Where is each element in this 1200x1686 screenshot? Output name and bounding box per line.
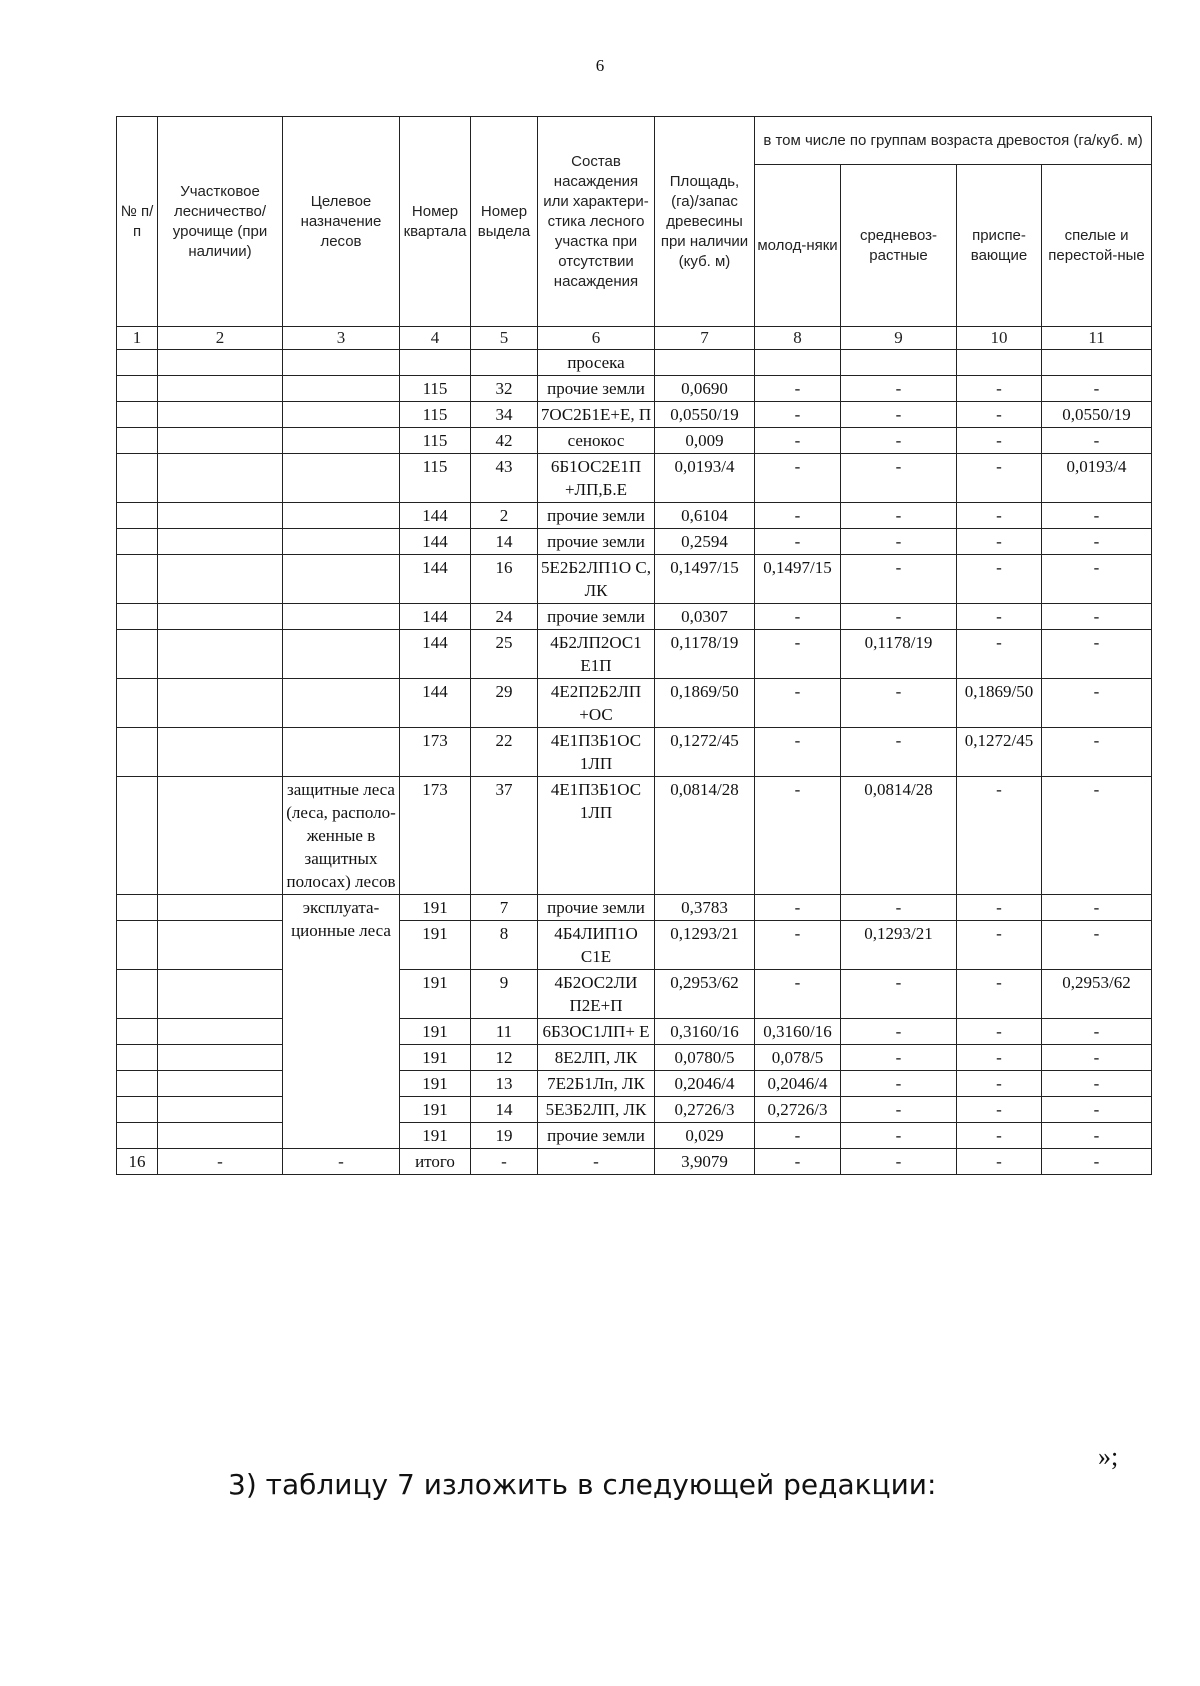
cell-composition: 7Е2Б1Лп, ЛК xyxy=(538,1071,655,1097)
cell-empty xyxy=(158,1019,283,1045)
cell-plot: 2 xyxy=(471,503,538,529)
cell-composition: 4Б4ЛИП1О С1Е xyxy=(538,921,655,970)
cell-purpose: - xyxy=(283,1149,400,1175)
cell-middle-aged: - xyxy=(841,529,957,555)
cell-plot: 29 xyxy=(471,679,538,728)
cell-composition: 6Б1ОС2Е1П +ЛП,Б.Е xyxy=(538,454,655,503)
cell-empty xyxy=(117,895,158,921)
cell-maturing: 0,1272/45 xyxy=(957,728,1042,777)
cell-area: 0,3160/16 xyxy=(655,1019,755,1045)
table-row xyxy=(117,630,1152,679)
cell-plot: 16 xyxy=(471,555,538,604)
cell-middle-aged: - xyxy=(841,679,957,728)
cell-empty xyxy=(283,529,400,555)
cell-composition: 4Б2ОС2ЛИ П2Е+П xyxy=(538,970,655,1019)
cell-maturing: - xyxy=(957,503,1042,529)
cell-middle-aged: - xyxy=(841,1097,957,1123)
cell-quarter: 191 xyxy=(400,895,471,921)
cell-area: 0,1869/50 xyxy=(655,679,755,728)
cell-quarter: 144 xyxy=(400,503,471,529)
cell-quarter: 191 xyxy=(400,921,471,970)
cell-mature: - xyxy=(1042,503,1152,529)
cell-empty xyxy=(158,529,283,555)
cell-area: 0,2046/4 xyxy=(655,1071,755,1097)
cell-maturing xyxy=(957,350,1042,376)
cell-composition: сенокос xyxy=(538,428,655,454)
cell-plot: 9 xyxy=(471,970,538,1019)
cell-composition: 4Б2ЛП2ОС1 Е1П xyxy=(538,630,655,679)
cell-quarter: 144 xyxy=(400,555,471,604)
cell-composition: 6Б3ОС1ЛП+ Е xyxy=(538,1019,655,1045)
cell-mature: - xyxy=(1042,777,1152,895)
cell-composition: 8Е2ЛП, ЛК xyxy=(538,1045,655,1071)
cell-area: 0,2726/3 xyxy=(655,1097,755,1123)
cell-mature: - xyxy=(1042,1123,1152,1149)
cell-area: 0,029 xyxy=(655,1123,755,1149)
cell-maturing: - xyxy=(957,895,1042,921)
cell-area: 0,0193/4 xyxy=(655,454,755,503)
cell-composition: - xyxy=(538,1149,655,1175)
cell-mature: - xyxy=(1042,728,1152,777)
cell-maturing: - xyxy=(957,555,1042,604)
cell-empty xyxy=(283,604,400,630)
cell-young: 0,2726/3 xyxy=(755,1097,841,1123)
cell-maturing: - xyxy=(957,1123,1042,1149)
cell-empty xyxy=(283,630,400,679)
header-purpose: Целевое назначение лесов xyxy=(283,117,400,327)
cell-empty xyxy=(117,777,158,895)
header-maturing: приспе-вающие xyxy=(957,165,1042,327)
column-number: 9 xyxy=(841,327,957,350)
column-number: 5 xyxy=(471,327,538,350)
cell-plot: 24 xyxy=(471,604,538,630)
cell-quarter: 115 xyxy=(400,428,471,454)
table-row xyxy=(117,454,1152,503)
cell-quarter: 191 xyxy=(400,1019,471,1045)
cell-mature: - xyxy=(1042,1149,1152,1175)
cell-plot: 14 xyxy=(471,529,538,555)
cell-area: 0,1497/15 xyxy=(655,555,755,604)
cell-empty xyxy=(117,630,158,679)
table-row xyxy=(117,728,1152,777)
cell-area: 0,0550/19 xyxy=(655,402,755,428)
cell-empty xyxy=(158,1097,283,1123)
cell-quarter: 173 xyxy=(400,728,471,777)
cell-mature: - xyxy=(1042,630,1152,679)
cell-area: 0,1178/19 xyxy=(655,630,755,679)
cell-plot: 13 xyxy=(471,1071,538,1097)
cell-mature xyxy=(1042,350,1152,376)
cell-plot: 19 xyxy=(471,1123,538,1149)
cell-mature: - xyxy=(1042,1045,1152,1071)
forest-plots-table xyxy=(116,116,1152,1175)
cell-quarter: 191 xyxy=(400,1045,471,1071)
cell-empty xyxy=(117,376,158,402)
cell-mature: - xyxy=(1042,895,1152,921)
cell-composition: прочие земли xyxy=(538,529,655,555)
table-row xyxy=(117,604,1152,630)
cell-mature: - xyxy=(1042,1071,1152,1097)
cell-maturing: - xyxy=(957,604,1042,630)
table-body xyxy=(117,350,1152,1175)
cell-purpose: эксплуата-ционные леса xyxy=(283,895,400,1149)
table-row xyxy=(117,1045,1152,1071)
cell-area: 0,3783 xyxy=(655,895,755,921)
cell-total-label: итого xyxy=(400,1149,471,1175)
cell-maturing: - xyxy=(957,1045,1042,1071)
cell-maturing: - xyxy=(957,376,1042,402)
cell-middle-aged: - xyxy=(841,728,957,777)
header-area: Площадь, (га)/запас древесины при наличии (куб. м) xyxy=(655,117,755,327)
header-mature: спелые и перестой-ные xyxy=(1042,165,1152,327)
cell-middle-aged: 0,1178/19 xyxy=(841,630,957,679)
cell-empty xyxy=(158,630,283,679)
cell-plot: 8 xyxy=(471,921,538,970)
cell-composition: 5Е2Б2ЛП1О С, ЛК xyxy=(538,555,655,604)
cell-empty xyxy=(158,555,283,604)
cell-empty xyxy=(117,679,158,728)
cell-empty xyxy=(117,1071,158,1097)
cell-maturing: - xyxy=(957,428,1042,454)
cell-middle-aged: - xyxy=(841,428,957,454)
cell-empty xyxy=(117,1097,158,1123)
cell-area: 0,0690 xyxy=(655,376,755,402)
header-age-groups: в том числе по группам возраста древостоя (га/куб. м) xyxy=(755,117,1152,165)
cell-young: - xyxy=(755,428,841,454)
cell-composition: прочие земли xyxy=(538,503,655,529)
cell-middle-aged: - xyxy=(841,1045,957,1071)
cell-composition: 4Е1П3Б1ОС 1ЛП xyxy=(538,728,655,777)
cell-empty xyxy=(283,376,400,402)
cell-young: - xyxy=(755,503,841,529)
table-row xyxy=(117,1123,1152,1149)
cell-young: - xyxy=(755,630,841,679)
cell-quarter: 115 xyxy=(400,402,471,428)
cell-empty xyxy=(283,728,400,777)
cell-middle-aged: - xyxy=(841,503,957,529)
column-number: 6 xyxy=(538,327,655,350)
cell-young: - xyxy=(755,728,841,777)
cell-maturing: - xyxy=(957,630,1042,679)
cell-plot: 42 xyxy=(471,428,538,454)
cell-area: 0,0814/28 xyxy=(655,777,755,895)
cell-middle-aged: - xyxy=(841,1149,957,1175)
cell-young: - xyxy=(755,454,841,503)
cell-empty xyxy=(158,1123,283,1149)
cell-composition: 4Е2П2Б2ЛП +ОС xyxy=(538,679,655,728)
cell-middle-aged: - xyxy=(841,376,957,402)
cell-empty xyxy=(158,350,283,376)
cell-young: - xyxy=(755,777,841,895)
cell-empty xyxy=(117,921,158,970)
cell-plot: 11 xyxy=(471,1019,538,1045)
cell-purpose: защитные леса (леса, располо-женные в защитных полосах) лесов xyxy=(283,777,400,895)
cell-composition: 7ОС2Б1Е+Е, П xyxy=(538,402,655,428)
cell-area: 0,1293/21 xyxy=(655,921,755,970)
cell-young: - xyxy=(755,970,841,1019)
column-number: 8 xyxy=(755,327,841,350)
cell-empty xyxy=(283,555,400,604)
cell-composition: прочие земли xyxy=(538,895,655,921)
cell-young: - xyxy=(755,1149,841,1175)
cell-empty xyxy=(158,679,283,728)
cell-composition: просека xyxy=(538,350,655,376)
page-number: 6 xyxy=(595,56,605,75)
cell-empty xyxy=(117,529,158,555)
cell-empty xyxy=(117,428,158,454)
cell-composition: прочие земли xyxy=(538,376,655,402)
table-row xyxy=(117,428,1152,454)
cell-young: 0,2046/4 xyxy=(755,1071,841,1097)
cell-area: 0,009 xyxy=(655,428,755,454)
cell-quarter: 191 xyxy=(400,1123,471,1149)
cell-plot: 22 xyxy=(471,728,538,777)
header-young: молод-няки xyxy=(755,165,841,327)
cell-maturing: - xyxy=(957,970,1042,1019)
cell-empty xyxy=(117,1045,158,1071)
cell-composition: 4Е1П3Б1ОС 1ЛП xyxy=(538,777,655,895)
table-row xyxy=(117,921,1152,970)
table-row xyxy=(117,777,1152,895)
column-number: 3 xyxy=(283,327,400,350)
total-row xyxy=(117,1149,1152,1175)
cell-plot: - xyxy=(471,1149,538,1175)
cell-mature: - xyxy=(1042,529,1152,555)
column-number: 2 xyxy=(158,327,283,350)
column-number: 10 xyxy=(957,327,1042,350)
cell-empty xyxy=(158,921,283,970)
table-row xyxy=(117,1071,1152,1097)
cell-maturing: - xyxy=(957,402,1042,428)
cell-young xyxy=(755,350,841,376)
cell-young: - xyxy=(755,529,841,555)
cell-young: 0,1497/15 xyxy=(755,555,841,604)
cell-middle-aged xyxy=(841,350,957,376)
cell-young: - xyxy=(755,604,841,630)
table-row xyxy=(117,679,1152,728)
cell-composition: прочие земли xyxy=(538,604,655,630)
cell-quarter: 144 xyxy=(400,630,471,679)
cell-quarter: 115 xyxy=(400,454,471,503)
table-row xyxy=(117,895,1152,921)
cell-empty xyxy=(117,728,158,777)
cell-empty xyxy=(117,970,158,1019)
cell-area: 3,9079 xyxy=(655,1149,755,1175)
header-plot: Номер выдела xyxy=(471,117,538,327)
cell-middle-aged: - xyxy=(841,1019,957,1045)
cell-plot: 34 xyxy=(471,402,538,428)
column-number: 7 xyxy=(655,327,755,350)
cell-area: 0,0780/5 xyxy=(655,1045,755,1071)
cell-empty xyxy=(117,503,158,529)
cell-middle-aged: 0,0814/28 xyxy=(841,777,957,895)
cell-empty xyxy=(283,350,400,376)
cell-area: 0,1272/45 xyxy=(655,728,755,777)
cell-plot: 25 xyxy=(471,630,538,679)
cell-empty xyxy=(283,402,400,428)
cell-middle-aged: 0,1293/21 xyxy=(841,921,957,970)
cell-empty xyxy=(117,555,158,604)
cell-middle-aged: - xyxy=(841,555,957,604)
cell-plot: 12 xyxy=(471,1045,538,1071)
cell-mature: - xyxy=(1042,679,1152,728)
cell-maturing: - xyxy=(957,529,1042,555)
cell-young: - xyxy=(755,402,841,428)
cell-empty xyxy=(158,728,283,777)
table-row xyxy=(117,555,1152,604)
cell-composition: прочие земли xyxy=(538,1123,655,1149)
cell-maturing: - xyxy=(957,1071,1042,1097)
cell-plot: 32 xyxy=(471,376,538,402)
cell-empty xyxy=(158,1071,283,1097)
cell-empty xyxy=(158,376,283,402)
cell-plot: 14 xyxy=(471,1097,538,1123)
cell-quarter: 115 xyxy=(400,376,471,402)
cell-quarter: 144 xyxy=(400,529,471,555)
cell-mature: 0,0550/19 xyxy=(1042,402,1152,428)
cell-empty xyxy=(117,1123,158,1149)
header-number: № п/п xyxy=(117,117,158,327)
cell-young: 0,3160/16 xyxy=(755,1019,841,1045)
cell-area: 0,0307 xyxy=(655,604,755,630)
cell-empty xyxy=(158,503,283,529)
table-row xyxy=(117,529,1152,555)
column-number: 11 xyxy=(1042,327,1152,350)
cell-empty xyxy=(117,402,158,428)
cell-area: 0,6104 xyxy=(655,503,755,529)
header-quarter: Номер квартала xyxy=(400,117,471,327)
cell-middle-aged: - xyxy=(841,604,957,630)
closing-quote-mark: »; xyxy=(1098,1442,1119,1471)
cell-quarter: 191 xyxy=(400,1097,471,1123)
instruction-text: 3) таблицу 7 изложить в следующей редакции: xyxy=(228,1468,937,1501)
cell-empty xyxy=(117,1019,158,1045)
cell-empty xyxy=(158,1045,283,1071)
cell-mature: - xyxy=(1042,921,1152,970)
cell-quarter: 144 xyxy=(400,604,471,630)
cell-young: - xyxy=(755,895,841,921)
cell-empty xyxy=(158,402,283,428)
cell-mature: - xyxy=(1042,1097,1152,1123)
cell-empty xyxy=(117,604,158,630)
cell-young: - xyxy=(755,921,841,970)
cell-plot: 43 xyxy=(471,454,538,503)
cell-young: - xyxy=(755,376,841,402)
cell-mature: 0,2953/62 xyxy=(1042,970,1152,1019)
cell-maturing: - xyxy=(957,777,1042,895)
cell-quarter xyxy=(400,350,471,376)
cell-area: 0,2594 xyxy=(655,529,755,555)
cell-mature: - xyxy=(1042,1019,1152,1045)
table-row xyxy=(117,350,1152,376)
cell-maturing: - xyxy=(957,1019,1042,1045)
table-row xyxy=(117,402,1152,428)
cell-empty xyxy=(283,454,400,503)
cell-young: - xyxy=(755,679,841,728)
cell-quarter: 173 xyxy=(400,777,471,895)
cell-area: 0,2953/62 xyxy=(655,970,755,1019)
cell-young: - xyxy=(755,1123,841,1149)
cell-mature: - xyxy=(1042,604,1152,630)
cell-empty xyxy=(117,350,158,376)
cell-composition: 5Е3Б2ЛП, ЛК xyxy=(538,1097,655,1123)
table-row xyxy=(117,1097,1152,1123)
cell-empty xyxy=(158,970,283,1019)
table-row xyxy=(117,376,1152,402)
cell-maturing: - xyxy=(957,1149,1042,1175)
cell-empty xyxy=(158,604,283,630)
cell-middle-aged: - xyxy=(841,970,957,1019)
cell-middle-aged: - xyxy=(841,1123,957,1149)
cell-middle-aged: - xyxy=(841,454,957,503)
header-forestry: Участковое лесничество/ урочище (при наличии) xyxy=(158,117,283,327)
cell-quarter: 191 xyxy=(400,1071,471,1097)
cell-mature: - xyxy=(1042,376,1152,402)
cell-middle-aged: - xyxy=(841,895,957,921)
cell-quarter: 191 xyxy=(400,970,471,1019)
cell-mature: - xyxy=(1042,555,1152,604)
table-row xyxy=(117,503,1152,529)
cell-young: 0,078/5 xyxy=(755,1045,841,1071)
cell-empty xyxy=(158,895,283,921)
cell-empty xyxy=(283,679,400,728)
cell-plot xyxy=(471,350,538,376)
cell-empty xyxy=(283,428,400,454)
cell-number: 16 xyxy=(117,1149,158,1175)
cell-forestry: - xyxy=(158,1149,283,1175)
cell-empty xyxy=(117,454,158,503)
table-row xyxy=(117,1019,1152,1045)
cell-maturing: - xyxy=(957,454,1042,503)
cell-empty xyxy=(158,428,283,454)
cell-maturing: - xyxy=(957,921,1042,970)
cell-mature: 0,0193/4 xyxy=(1042,454,1152,503)
cell-quarter: 144 xyxy=(400,679,471,728)
cell-empty xyxy=(158,777,283,895)
header-composition: Состав насаждения или характери-стика лесного участка при отсутствии насаждения xyxy=(538,117,655,327)
column-numbers-row xyxy=(117,327,1152,350)
cell-mature: - xyxy=(1042,428,1152,454)
cell-plot: 7 xyxy=(471,895,538,921)
cell-maturing: 0,1869/50 xyxy=(957,679,1042,728)
table-row xyxy=(117,970,1152,1019)
cell-plot: 37 xyxy=(471,777,538,895)
cell-empty xyxy=(283,503,400,529)
cell-empty xyxy=(158,454,283,503)
cell-area xyxy=(655,350,755,376)
header-middle-aged: средневоз-растные xyxy=(841,165,957,327)
cell-maturing: - xyxy=(957,1097,1042,1123)
column-number: 4 xyxy=(400,327,471,350)
column-number: 1 xyxy=(117,327,158,350)
cell-middle-aged: - xyxy=(841,1071,957,1097)
cell-middle-aged: - xyxy=(841,402,957,428)
